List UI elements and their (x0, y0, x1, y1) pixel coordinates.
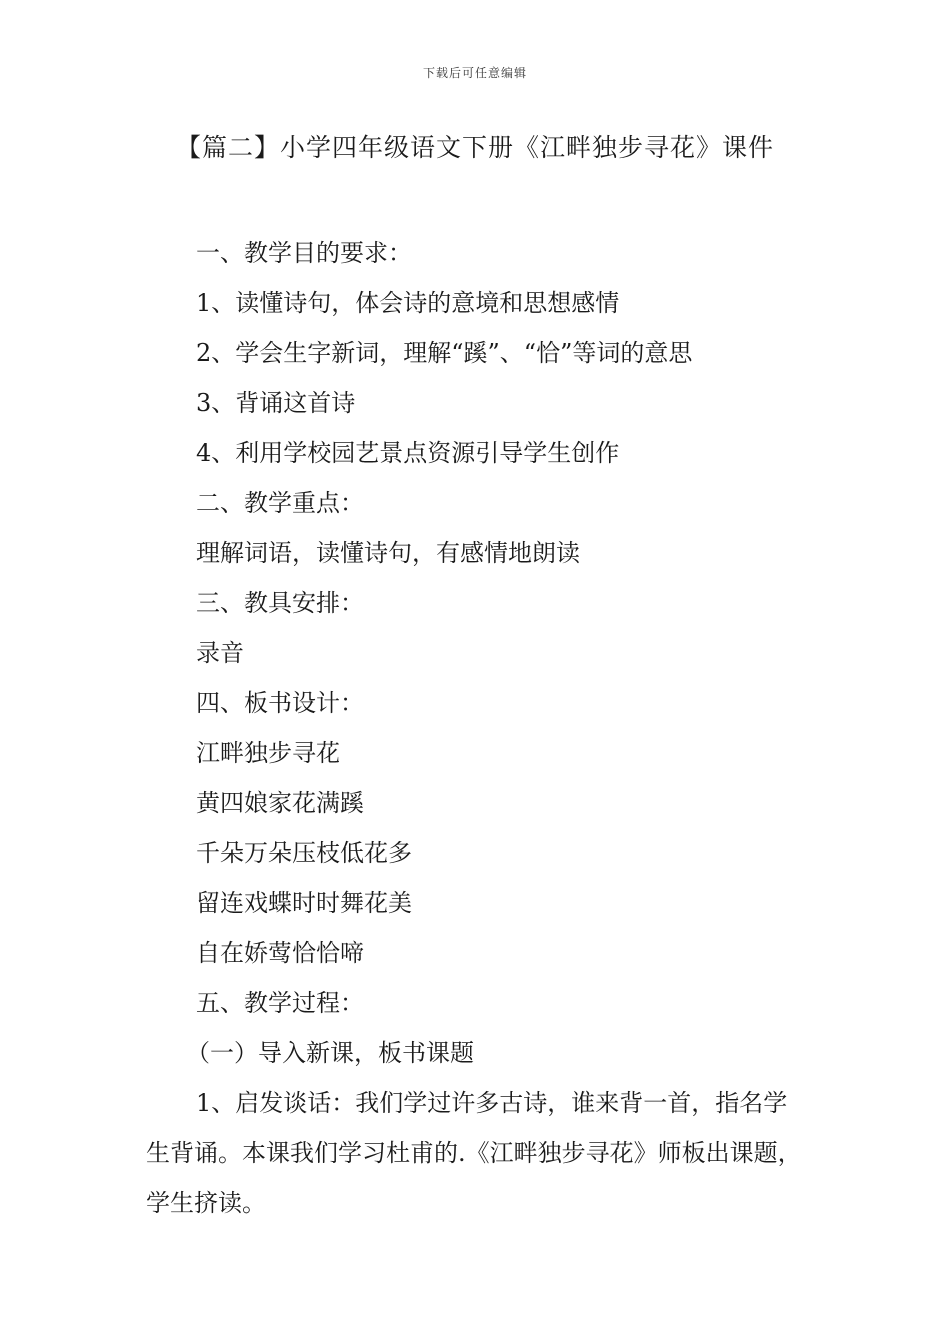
list-item: 4、利用学校园艺景点资源引导学生创作 (196, 439, 620, 467)
board-line: 千朵万朵压枝低花多 (196, 839, 412, 867)
section-heading-key-points: 二、教学重点： (196, 489, 364, 517)
page-header-note: 下载后可任意编辑 (422, 66, 527, 80)
document-body (146, 228, 810, 1228)
section-heading-objectives: 一、教学目的要求： (196, 239, 412, 267)
board-line: 黄四娘家花满蹊 (196, 789, 364, 817)
document-title: 【篇二】小学四年级语文下册《江畔独步寻花》课件 (175, 133, 774, 162)
section-heading-process: 五、教学过程： (196, 989, 364, 1017)
subsection-heading: （一）导入新课，板书课题 (186, 1039, 474, 1067)
section-heading-board-design: 四、板书设计： (196, 689, 364, 717)
list-item: 1、读懂诗句，体会诗的意境和思想感情 (196, 289, 620, 317)
paragraph: 理解词语，读懂诗句，有感情地朗读 (196, 539, 580, 567)
list-item: 2、学会生字新词，理解“蹊”、“恰”等词的意思 (196, 339, 693, 367)
board-line: 自在娇莺恰恰啼 (196, 939, 364, 967)
paragraph: 1、启发谈话：我们学过许多古诗，谁来背一首，指名学生背诵。本课我们学习杜甫的.《江畔独步寻花》师板出课题，学生挤读。 (146, 1089, 802, 1217)
paragraph: 录音 (196, 639, 244, 667)
list-item: 3、背诵这首诗 (196, 389, 356, 417)
board-line: 江畔独步寻花 (196, 739, 340, 767)
section-heading-materials: 三、教具安排： (196, 589, 364, 617)
board-line: 留连戏蝶时时舞花美 (196, 889, 412, 917)
